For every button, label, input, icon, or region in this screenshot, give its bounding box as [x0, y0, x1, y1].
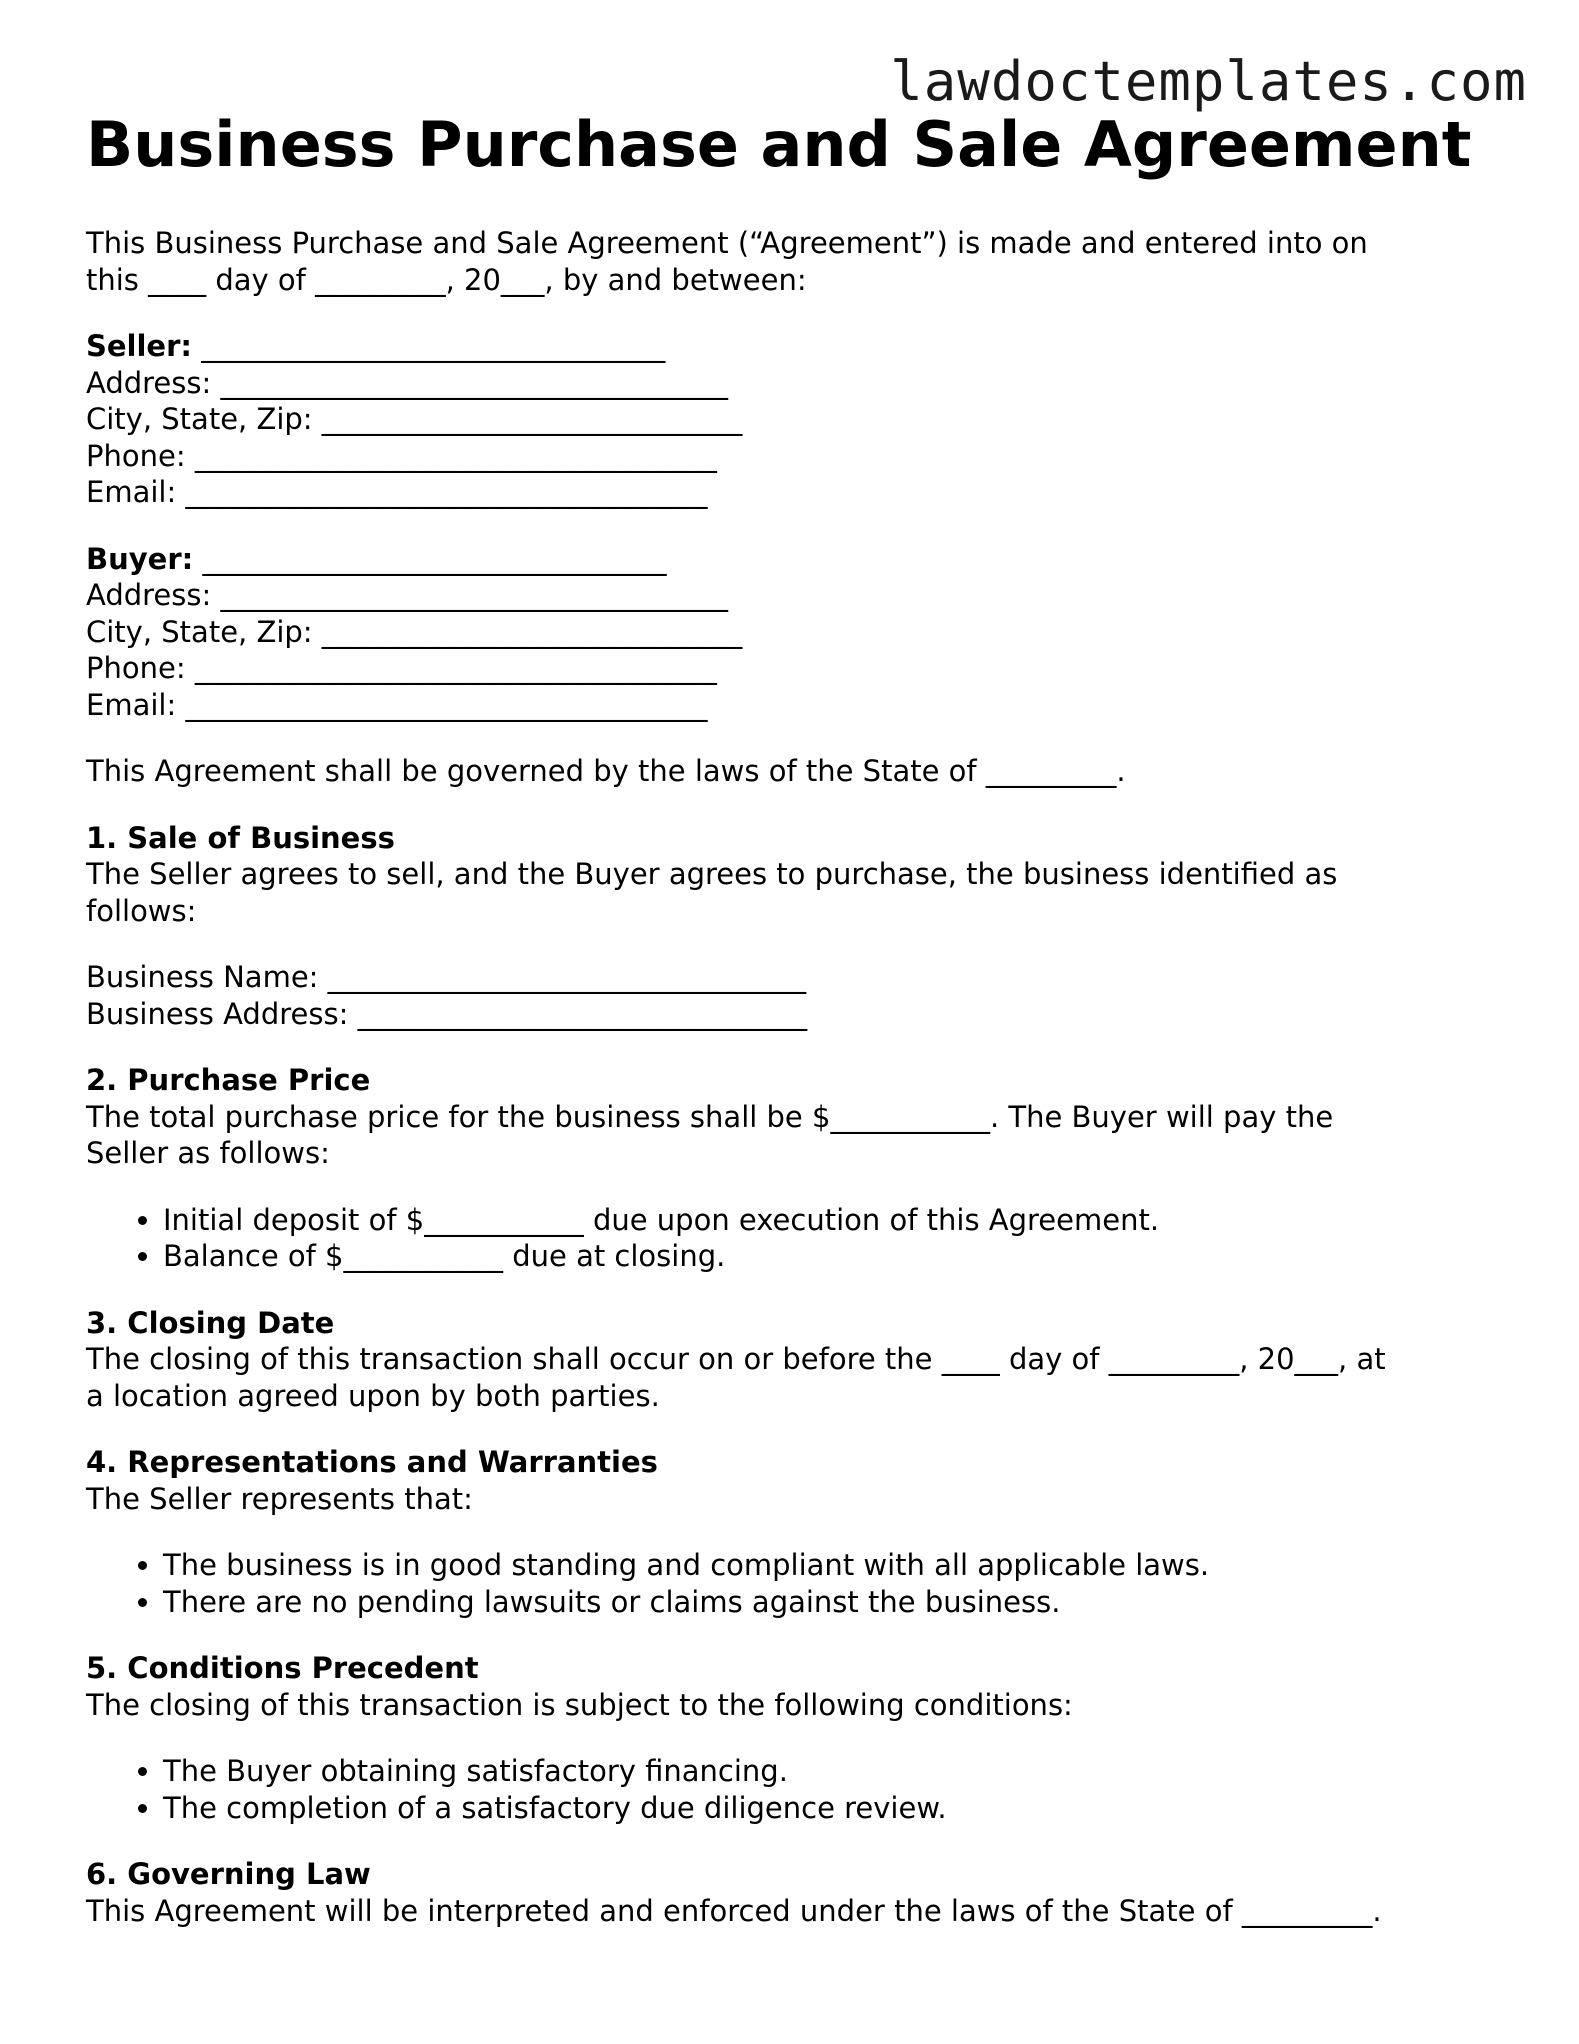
section-text: Seller as follows:: [86, 1136, 330, 1170]
list-item: • There are no pending lawsuits or claims against the business.: [163, 1584, 1496, 1621]
section-text: The Seller represents that:: [86, 1481, 473, 1516]
section-purchase-price: [86, 1062, 1496, 1275]
document-body: [86, 225, 1496, 1929]
section-conditions: [86, 1650, 1496, 1826]
document-title: Business Purchase and Sale Agreement: [86, 108, 1472, 181]
buyer-address: Address: ___________________________________: [86, 578, 728, 612]
buyer-city: City, State, Zip: _____________________________: [86, 614, 743, 649]
buyer-name-line: [86, 541, 1496, 578]
section-text: This Agreement will be interpreted and enforced under the laws of the State of _________.: [86, 1893, 1382, 1928]
section-heading: 6. Governing Law: [86, 1857, 371, 1891]
seller-email: Email: ____________________________________: [86, 475, 708, 509]
conditions-list: [86, 1753, 1496, 1826]
section-heading: 1. Sale of Business: [86, 820, 395, 855]
section-sale-of-business: [86, 820, 1496, 1033]
section-text: The Seller agrees to sell, and the Buyer agrees to purchase, the business identified as: [86, 857, 1338, 891]
list-item: • Balance of $___________ due at closing.: [163, 1238, 1496, 1275]
list-item: • The business is in good standing and compliant with all applicable laws.: [163, 1547, 1496, 1584]
section-heading: 4. Representations and Warranties: [86, 1445, 658, 1479]
list-item: • The completion of a satisfactory due diligence review.: [163, 1790, 1496, 1827]
section-text: a location agreed upon by both parties.: [86, 1378, 660, 1413]
section-text: follows:: [86, 893, 197, 928]
seller-city: City, State, Zip: _____________________________: [86, 402, 743, 436]
seller-block: [86, 328, 1496, 511]
list-item: • The Buyer obtaining satisfactory financing.: [163, 1753, 1496, 1790]
seller-label: Seller:: [86, 329, 193, 363]
section-representations: [86, 1444, 1496, 1620]
intro-line-2: this ____ day of _________, 20___, by and between:: [86, 262, 807, 297]
site-watermark: lawdoctemplates.com: [890, 50, 1527, 113]
section-heading: 5. Conditions Precedent: [86, 1651, 479, 1685]
buyer-name-blank: ________________________________: [193, 541, 667, 576]
section-governing-law: [86, 1856, 1496, 1929]
business-address-field: Business Address: _______________________________: [86, 996, 808, 1031]
seller-name-line: [86, 328, 1496, 365]
representations-list: [86, 1547, 1496, 1620]
section-heading: 2. Purchase Price: [86, 1063, 371, 1097]
section-text: The total purchase price for the business shall be $___________. The Buyer will pay the: [86, 1099, 1334, 1134]
intro-line-1: This Business Purchase and Sale Agreement (“Agreement”) is made and entered into on: [86, 226, 1368, 260]
section-heading: 3. Closing Date: [86, 1305, 335, 1340]
list-item: • Initial deposit of $___________ due upon execution of this Agreement.: [163, 1202, 1496, 1239]
section-text: The closing of this transaction is subject to the following conditions:: [86, 1687, 1073, 1722]
governed-clause: This Agreement shall be governed by the laws of the State of _________.: [86, 754, 1126, 788]
seller-phone: Phone: ____________________________________: [86, 438, 717, 473]
business-name-field: Business Name: _________________________________: [86, 960, 807, 994]
section-text: The closing of this transaction shall occur on or before the ____ day of _________, 20___, at: [86, 1342, 1386, 1376]
section-closing-date: [86, 1305, 1496, 1415]
seller-name-blank: ________________________________: [192, 329, 666, 363]
buyer-block: [86, 541, 1496, 724]
seller-address: Address: ___________________________________: [86, 365, 728, 400]
buyer-phone: Phone: ____________________________________: [86, 651, 717, 685]
buyer-email: Email: ____________________________________: [86, 687, 708, 722]
payment-list: [86, 1202, 1496, 1275]
buyer-label: Buyer:: [86, 541, 194, 576]
